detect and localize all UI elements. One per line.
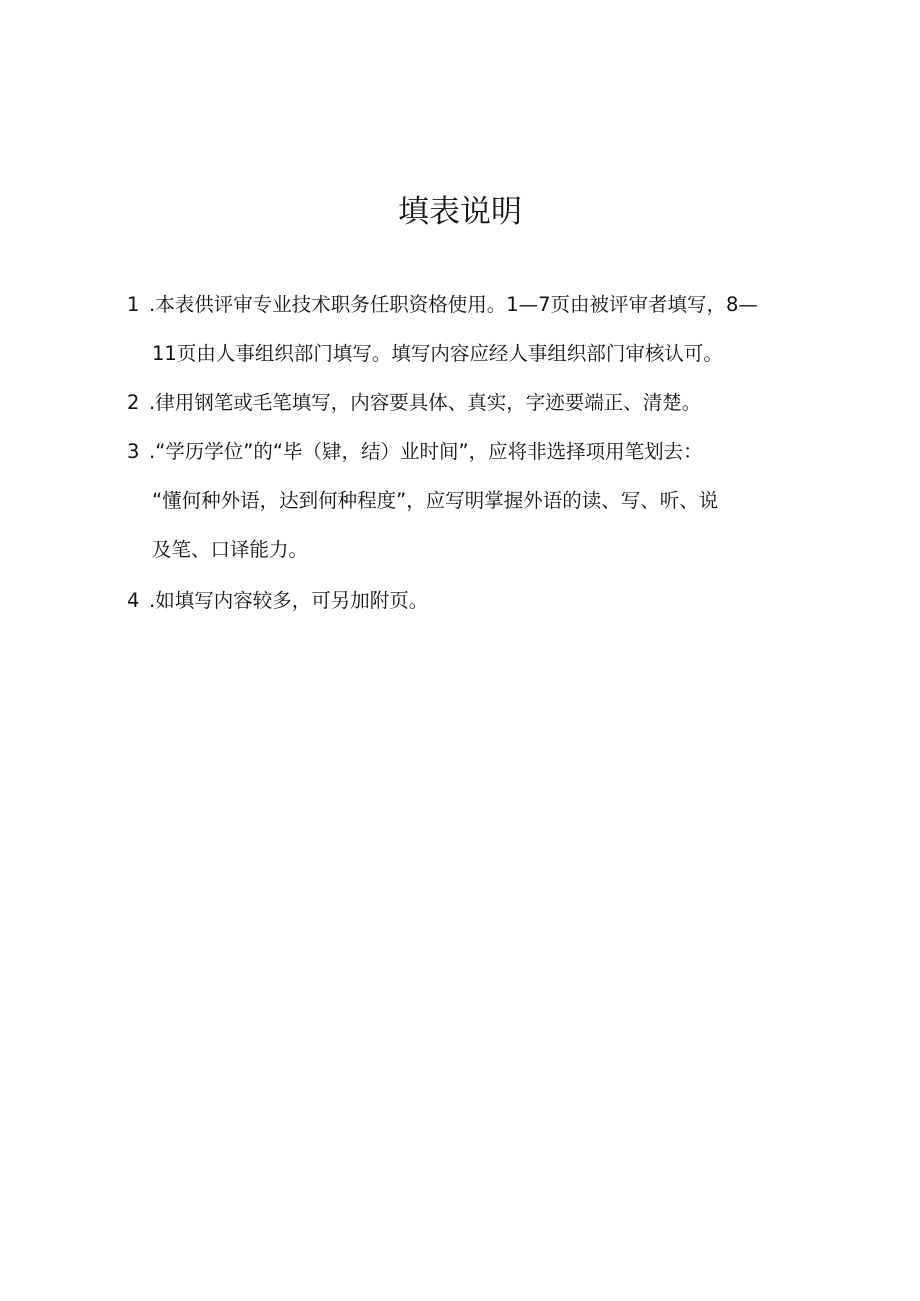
instruction-text: .如填写内容较多，可另加附页。 (149, 589, 429, 612)
item-number: 4 (127, 589, 140, 612)
page-title: 填表说明 (398, 194, 522, 230)
item-number: 2 (127, 391, 140, 414)
instruction-line (127, 438, 703, 466)
instruction-text: 及笔、口译能力。 (152, 538, 309, 561)
item-number: 1 (127, 293, 140, 316)
item-number: 3 (127, 440, 140, 463)
instruction-line (127, 587, 428, 615)
instruction-line (152, 536, 308, 564)
instruction-text: .本表供评审专业技术职务任职资格使用。1—7页由被评审者填写，8— (149, 293, 758, 316)
instruction-text: “懂何种外语，达到何种程度”，应写明掌握外语的读、写、听、说 (152, 489, 719, 512)
instruction-line (152, 487, 718, 515)
instruction-line (127, 291, 758, 319)
instruction-line (127, 389, 701, 417)
instruction-text: 11页由人事组织部门填写。填写内容应经人事组织部门审核认可。 (152, 342, 723, 365)
instruction-text: .“学历学位”的“毕（肄，结）业时间”，应将非选择项用笔划去： (149, 440, 703, 463)
instruction-line (152, 340, 723, 368)
instruction-text: .律用钢笔或毛笔填写，内容要具体、真实，字迹要端正、清楚。 (149, 391, 702, 414)
